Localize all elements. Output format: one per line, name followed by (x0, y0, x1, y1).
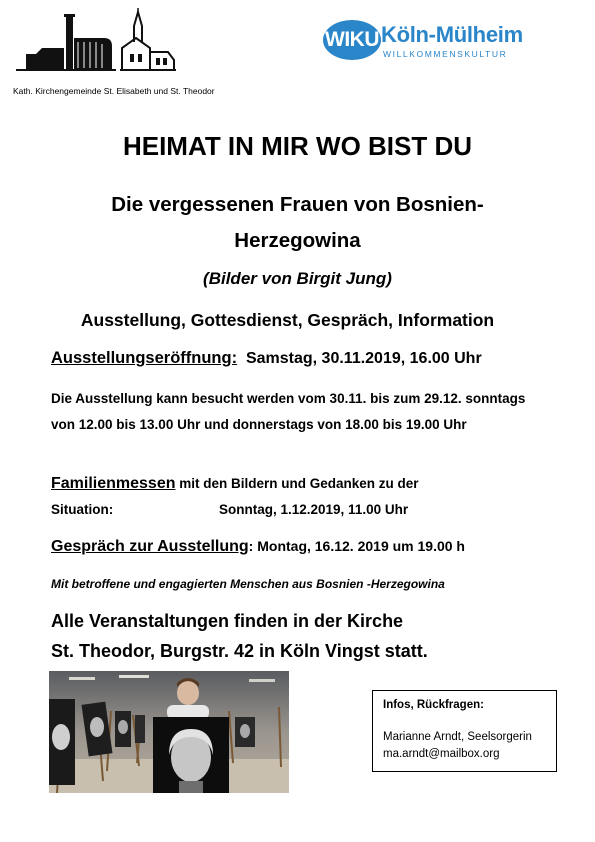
page-title: HEIMAT IN MIR WO BIST DU (122, 131, 473, 161)
church-silhouette-icon (16, 8, 176, 72)
info-box (372, 690, 557, 772)
wiku-logo-city: Köln-Mülheim (381, 22, 523, 47)
page-subtitle: Die vergessenen Frauen von Bosnien-Herzegowina (111, 193, 484, 252)
opening-line (51, 349, 482, 368)
info-box-heading: Infos, Rückfragen: (383, 699, 484, 711)
event-formats: Ausstellung, Gottesdienst, Gespräch, Information (80, 310, 495, 330)
family-mass-date: Sonntag, 1.12.2019, 11.00 Uhr (219, 502, 409, 517)
exhibition-photo (49, 671, 289, 793)
talk-date: : Montag, 16.12. 2019 um 19.00 h (248, 538, 465, 554)
talk-line (51, 538, 465, 556)
venue-line-1: Alle Veranstaltungen finden in der Kirche (51, 611, 404, 631)
opening-label: Ausstellungseröffnung: (51, 349, 238, 367)
family-mass-line (51, 475, 419, 493)
family-mass-label: Familienmessen (51, 475, 176, 492)
wiku-logo (323, 18, 528, 68)
image-credit: (Bilder von Birgit Jung) (203, 269, 392, 288)
venue-info (51, 606, 551, 666)
family-mass-situation-label: Situation: (51, 502, 114, 517)
parish-name: Kath. Kirchengemeinde St. Elisabeth und St. Theodor (13, 86, 215, 96)
contact-name: Marianne Arndt, Seelsorgerin (383, 731, 532, 743)
church-logo (16, 8, 176, 72)
visiting-hours: Die Ausstellung kann besucht werden vom 30.11. bis zum 29.12. sonntags von 12.00 bis 13.00 Uhr und donnerstags von 18.00 bis 19.00 Uhr (51, 391, 526, 432)
contact-email[interactable]: ma.arndt@mailbox.org (383, 748, 500, 760)
guests-note: Mit betroffene und engagierten Menschen aus Bosnien -Herzegowina (51, 577, 445, 591)
wiku-logo-circle: WIKU (323, 20, 381, 60)
talk-label: Gespräch zur Ausstellung (51, 538, 249, 555)
wiku-logo-tagline: WILLKOMMENSKULTUR (383, 49, 508, 59)
family-mass-text: mit den Bildern und Gedanken zu der (179, 476, 419, 491)
family-mass-date-line (51, 502, 409, 517)
venue-line-2: St. Theodor, Burgstr. 42 in Köln Vingst statt. (51, 641, 428, 661)
opening-date: Samstag, 30.11.2019, 16.00 Uhr (245, 350, 482, 367)
